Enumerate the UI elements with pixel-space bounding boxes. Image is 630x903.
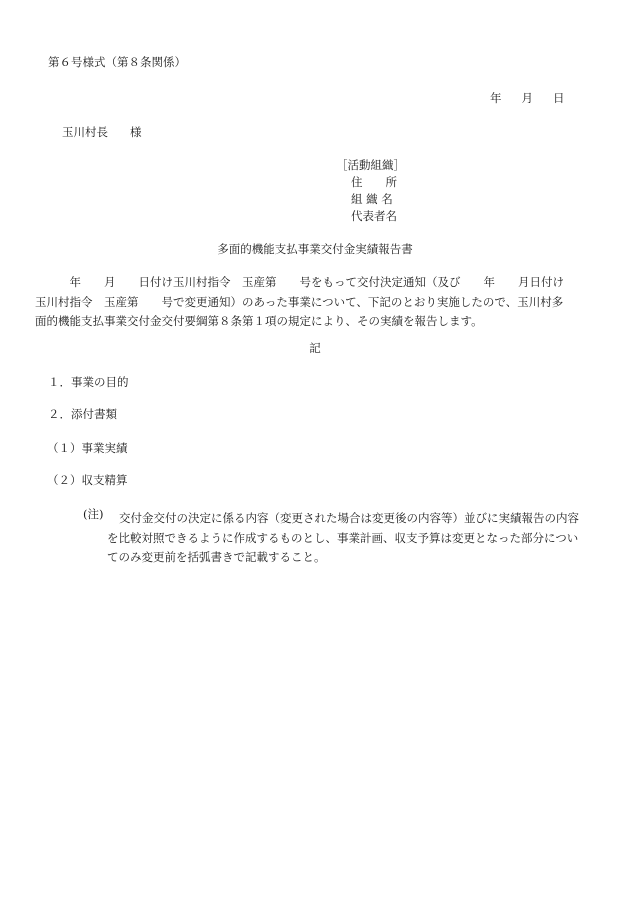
note-text xyxy=(107,509,579,568)
note-label: (注) xyxy=(83,507,104,521)
item-purpose: １．事業の目的 xyxy=(48,375,129,389)
ki-heading: 記 xyxy=(309,341,321,355)
org-name-label: 組 織 名 xyxy=(351,192,393,206)
date-year-label: 年 xyxy=(490,91,502,105)
address-label: 住 所 xyxy=(351,175,397,189)
item-attachments: ２．添付書類 xyxy=(48,407,117,421)
sub-item-settlement: （２）収支精算 xyxy=(47,473,128,487)
addressee xyxy=(62,127,142,139)
date-day-label: 日 xyxy=(553,91,565,105)
organization-block xyxy=(336,157,405,225)
note-line: 交付金交付の決定に係る内容（変更された場合は変更後の内容等）並びに実績報告の内容 xyxy=(119,511,579,525)
body-line: 面的機能支払事業交付金交付要綱第８条第１項の規定により、その実績を報告します。 xyxy=(35,314,483,328)
body-line: 玉川村指令 玉産第 号で変更通知）のあった事業について、下記のとおり実施したので、玉川村多 xyxy=(35,294,564,309)
organization-header: ［活動組織］ xyxy=(336,158,405,172)
note-line: てのみ変更前を括弧書きで記載すること。 xyxy=(107,550,326,564)
addressee-name: 玉川村長 xyxy=(62,125,108,139)
note-line: を比較対照できるように作成するものとし、事業計画、収支予算は変更となった部分につい xyxy=(107,530,579,545)
addressee-honorific: 様 xyxy=(130,125,142,139)
form-number: 第６号様式（第８条関係） xyxy=(48,55,186,69)
body-line: 年 月 日付け玉川村指令 玉産第 号をもって交付決定通知（及び 年 月日付け xyxy=(35,275,564,289)
representative-label: 代表者名 xyxy=(351,209,397,223)
date-month-label: 月 xyxy=(521,91,533,105)
sub-item-results: （１）事業実績 xyxy=(47,441,128,455)
body-paragraph xyxy=(35,273,595,332)
date-line xyxy=(490,93,565,105)
report-title: 多面的機能支払事業交付金実績報告書 xyxy=(217,242,413,256)
